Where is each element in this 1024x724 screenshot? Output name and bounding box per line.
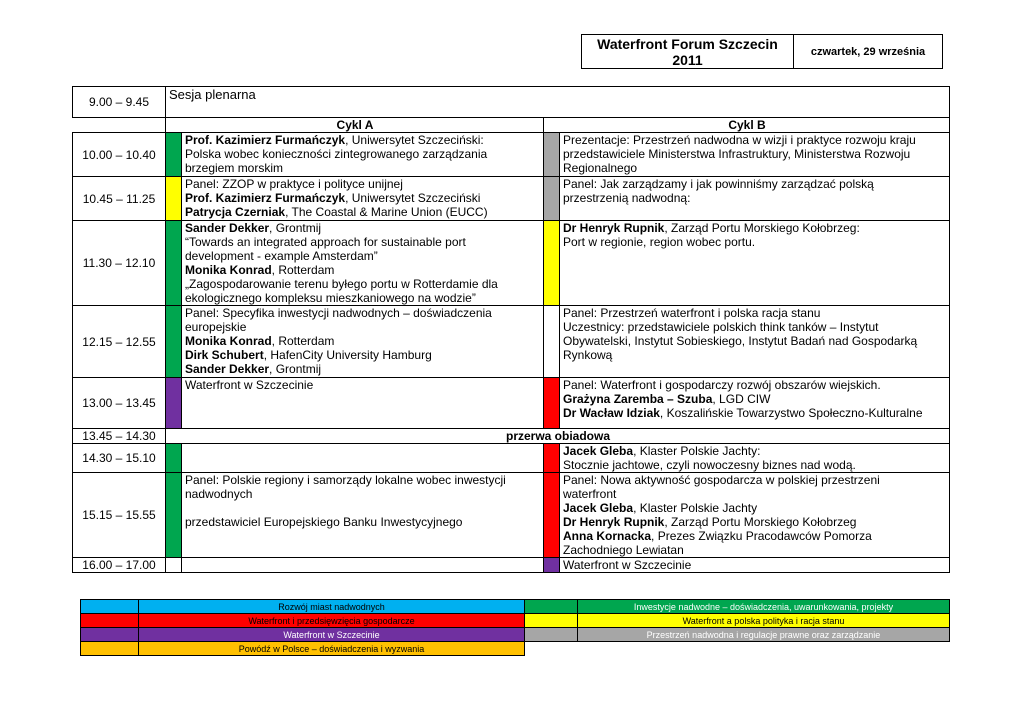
- session-text: Panel: Jak zarządzamy i jak powinniśmy zarządzać polską: [563, 177, 874, 191]
- session-text: Panel: Przestrzeń waterfront i polska racja stanu: [563, 306, 821, 320]
- legend-item-green: Inwestycje nadwodne – doświadczenia, uwarunkowania, projekty: [578, 600, 950, 614]
- time-slot: 10.00 – 10.40: [73, 133, 166, 177]
- speaker-name: Dr Wacław Idziak: [563, 406, 660, 420]
- session-text: przestrzenią nadwodną:: [563, 191, 691, 205]
- row-4: [73, 306, 950, 378]
- session-b: [560, 133, 950, 177]
- speaker-affiliation: , Grontmij: [269, 221, 322, 235]
- track-color-yellow: [544, 221, 560, 306]
- session-a: [182, 473, 544, 558]
- speaker-affiliation: , LGD CIW: [712, 392, 771, 406]
- speaker-affiliation: , Prezes Związku Pracodawców Pomorza: [651, 529, 872, 543]
- speaker-name: Jacek Gleba: [563, 501, 634, 515]
- session-text: europejskie: [185, 320, 247, 334]
- time-plenary: 9.00 – 9.45: [73, 87, 166, 118]
- session-text: „Zagospodarowanie terenu byłego portu w Rotterdamie dla: [185, 277, 498, 291]
- speaker-name: Patrycja Czerniak: [185, 205, 286, 219]
- legend-swatch-orange: [81, 642, 139, 656]
- time-slot: 12.15 – 12.55: [73, 306, 166, 378]
- session-text: Panel: Specyfika inwestycji nadwodnych – doświadczenia: [185, 306, 492, 320]
- session-text: ekologicznego kompleksu mieszkaniowego na wodzie”: [185, 291, 476, 305]
- legend-item-purple: Waterfront w Szczecinie: [139, 628, 525, 642]
- time-slot: 16.00 – 17.00: [73, 558, 166, 573]
- legend-item-yellow: Waterfront a polska polityka i racja stanu: [578, 614, 950, 628]
- speaker-affiliation: , HafenCity University Hamburg: [263, 348, 432, 362]
- track-color-red: [544, 444, 560, 473]
- speaker-name: Monika Konrad: [185, 263, 272, 277]
- session-a: [182, 306, 544, 378]
- row-7: [73, 473, 950, 558]
- row-8: [73, 558, 950, 573]
- track-color-none: [166, 558, 182, 573]
- time-slot: 15.15 – 15.55: [73, 473, 166, 558]
- track-color-gray: [544, 133, 560, 177]
- track-color-gray: [544, 177, 560, 221]
- speaker-name: Anna Kornacka: [563, 529, 652, 543]
- row-lunch: [73, 429, 950, 444]
- session-b: [560, 177, 950, 221]
- cycle-a-header: Cykl A: [166, 118, 544, 133]
- session-b: [560, 306, 950, 378]
- speaker-name: Prof. Kazimierz Furmańczyk: [185, 133, 346, 147]
- session-text: Obywatelski, Instytut Sobieskiego, Instytut Badań nad Gospodarką: [563, 334, 918, 348]
- event-date: czwartek, 29 września: [794, 35, 943, 69]
- legend-swatch-blue: [81, 600, 139, 614]
- event-title-line1: Waterfront Forum Szczecin: [597, 35, 778, 52]
- session-text: przedstawiciele Ministerstwa Infrastruktury, Ministerstwa Rozwoju: [563, 147, 911, 161]
- session-text: Stocznie jachtowe, czyli nowoczesny biznes nad wodą.: [563, 458, 856, 472]
- legend-swatch-red: [81, 614, 139, 628]
- track-color-purple: [544, 558, 560, 573]
- legend-swatch-gray: [525, 628, 578, 642]
- session-text: Uczestnicy: przedstawiciele polskich think tanków – Instytut: [563, 320, 879, 334]
- speaker-affiliation: , Rotterdam: [271, 334, 335, 348]
- speaker-name: Jacek Gleba: [563, 444, 634, 458]
- session-text: Panel: Polskie regiony i samorządy lokalne wobec inwestycji: [185, 473, 506, 487]
- row-5: [73, 378, 950, 429]
- speaker-affiliation: , Koszalińskie Towarzystwo Społeczno-Kulturalne: [659, 406, 923, 420]
- legend-swatch-green: [525, 600, 578, 614]
- track-color-yellow: [166, 177, 182, 221]
- speaker-affiliation: , Rotterdam: [271, 263, 335, 277]
- legend-empty: [525, 642, 950, 656]
- speaker-affiliation: , Uniwersytet Szczeciński: [345, 191, 481, 205]
- track-color-red: [544, 378, 560, 429]
- legend-item-orange: Powódź w Polsce – doświadczenia i wyzwania: [139, 642, 525, 656]
- session-text: Waterfront w Szczecinie: [185, 378, 314, 392]
- session-text: Panel: Nowa aktywność gospodarcza w polskiej przestrzeni: [563, 473, 880, 487]
- track-color-green: [166, 444, 182, 473]
- empty-cell: [73, 118, 166, 133]
- time-slot: 10.45 – 11.25: [73, 177, 166, 221]
- legend-swatch-purple: [81, 628, 139, 642]
- speaker-affiliation: , Klaster Polskie Jachty:: [633, 444, 761, 458]
- speaker-affiliation: , Klaster Polskie Jachty: [633, 501, 758, 515]
- cycle-b-header: Cykl B: [544, 118, 950, 133]
- session-b: [560, 444, 950, 473]
- session-text: “Towards an integrated approach for sustainable port: [185, 235, 466, 249]
- session-text: Zachodniego Lewiatan: [563, 543, 684, 557]
- track-color-green: [166, 473, 182, 558]
- speaker-name: Grażyna Zaremba – Szuba: [563, 392, 713, 406]
- time-slot: 14.30 – 15.10: [73, 444, 166, 473]
- time-slot: 11.30 – 12.10: [73, 221, 166, 306]
- color-legend: [80, 599, 950, 656]
- row-cycles: [73, 118, 950, 133]
- plenary-session: Sesja plenarna: [166, 87, 950, 118]
- session-text: Regionalnego: [563, 161, 638, 175]
- track-color-green: [166, 306, 182, 378]
- header-box: [581, 34, 943, 69]
- speaker-name: Sander Dekker: [185, 221, 270, 235]
- row-plenary: [73, 87, 950, 118]
- session-text: Prezentacje: Przestrzeń nadwodna w wizji i praktyce rozwoju kraju: [563, 133, 916, 147]
- track-color-red: [544, 473, 560, 558]
- speaker-name: Monika Konrad: [185, 334, 272, 348]
- session-a: [182, 378, 544, 429]
- legend-item-blue: Rozwój miast nadwodnych: [139, 600, 525, 614]
- schedule-table: [72, 86, 950, 573]
- speaker-name: Dirk Schubert: [185, 348, 264, 362]
- session-a: [182, 558, 544, 573]
- row-1: [73, 133, 950, 177]
- speaker-affiliation: , Zarząd Portu Morskiego Kołobrzeg: [664, 515, 857, 529]
- track-color-purple: [166, 378, 182, 429]
- session-b: [560, 473, 950, 558]
- session-text: Panel: ZZOP w praktyce i polityce unijnej: [185, 177, 403, 191]
- time-slot: 13.45 – 14.30: [73, 429, 166, 444]
- speaker-name: Prof. Kazimierz Furmańczyk: [185, 191, 346, 205]
- speaker-name: Dr Henryk Rupnik: [563, 515, 665, 529]
- track-color-none: [544, 306, 560, 378]
- track-color-green: [166, 221, 182, 306]
- session-text: nadwodnych: [185, 487, 253, 501]
- speaker-affiliation: , The Coastal & Marine Union (EUCC): [285, 205, 488, 219]
- session-text: Port w regionie, region wobec portu.: [563, 235, 756, 249]
- session-text: Panel: Waterfront i gospodarczy rozwój obszarów wiejskich.: [563, 378, 881, 392]
- session-b: [560, 378, 950, 429]
- session-text: Rynkową: [563, 348, 613, 362]
- event-title-line2: 2011: [672, 51, 703, 68]
- session-text: Polska wobec konieczności zintegrowanego zarządzania: [185, 147, 488, 161]
- session-a: [182, 221, 544, 306]
- time-slot: 13.00 – 13.45: [73, 378, 166, 429]
- row-6: [73, 444, 950, 473]
- speaker-name: Sander Dekker: [185, 362, 270, 376]
- speaker-affiliation: , Zarząd Portu Morskiego Kołobrzeg:: [664, 221, 860, 235]
- speaker-name: Dr Henryk Rupnik: [563, 221, 665, 235]
- lunch-break: przerwa obiadowa: [166, 429, 950, 444]
- session-text: przedstawiciel Europejskiego Banku Inwestycyjnego: [185, 515, 463, 529]
- legend-swatch-yellow: [525, 614, 578, 628]
- row-3: [73, 221, 950, 306]
- session-a: [182, 177, 544, 221]
- session-text: brzegiem morskim: [185, 161, 284, 175]
- legend-item-gray: Przestrzeń nadwodna i regulacje prawne oraz zarządzanie: [578, 628, 950, 642]
- legend-item-red: Waterfront i przedsięwzięcia gospodarcze: [139, 614, 525, 628]
- session-a: [182, 133, 544, 177]
- session-b: [560, 558, 950, 573]
- row-2: [73, 177, 950, 221]
- session-text: waterfront: [563, 487, 617, 501]
- track-color-green: [166, 133, 182, 177]
- session-text: Waterfront w Szczecinie: [563, 558, 692, 572]
- speaker-affiliation: , Grontmij: [269, 362, 322, 376]
- session-a: [182, 444, 544, 473]
- event-title: [582, 35, 794, 69]
- speaker-affiliation: , Uniwersytet Szczeciński:: [345, 133, 484, 147]
- session-b: [560, 221, 950, 306]
- session-text: development - example Amsterdam”: [185, 249, 378, 263]
